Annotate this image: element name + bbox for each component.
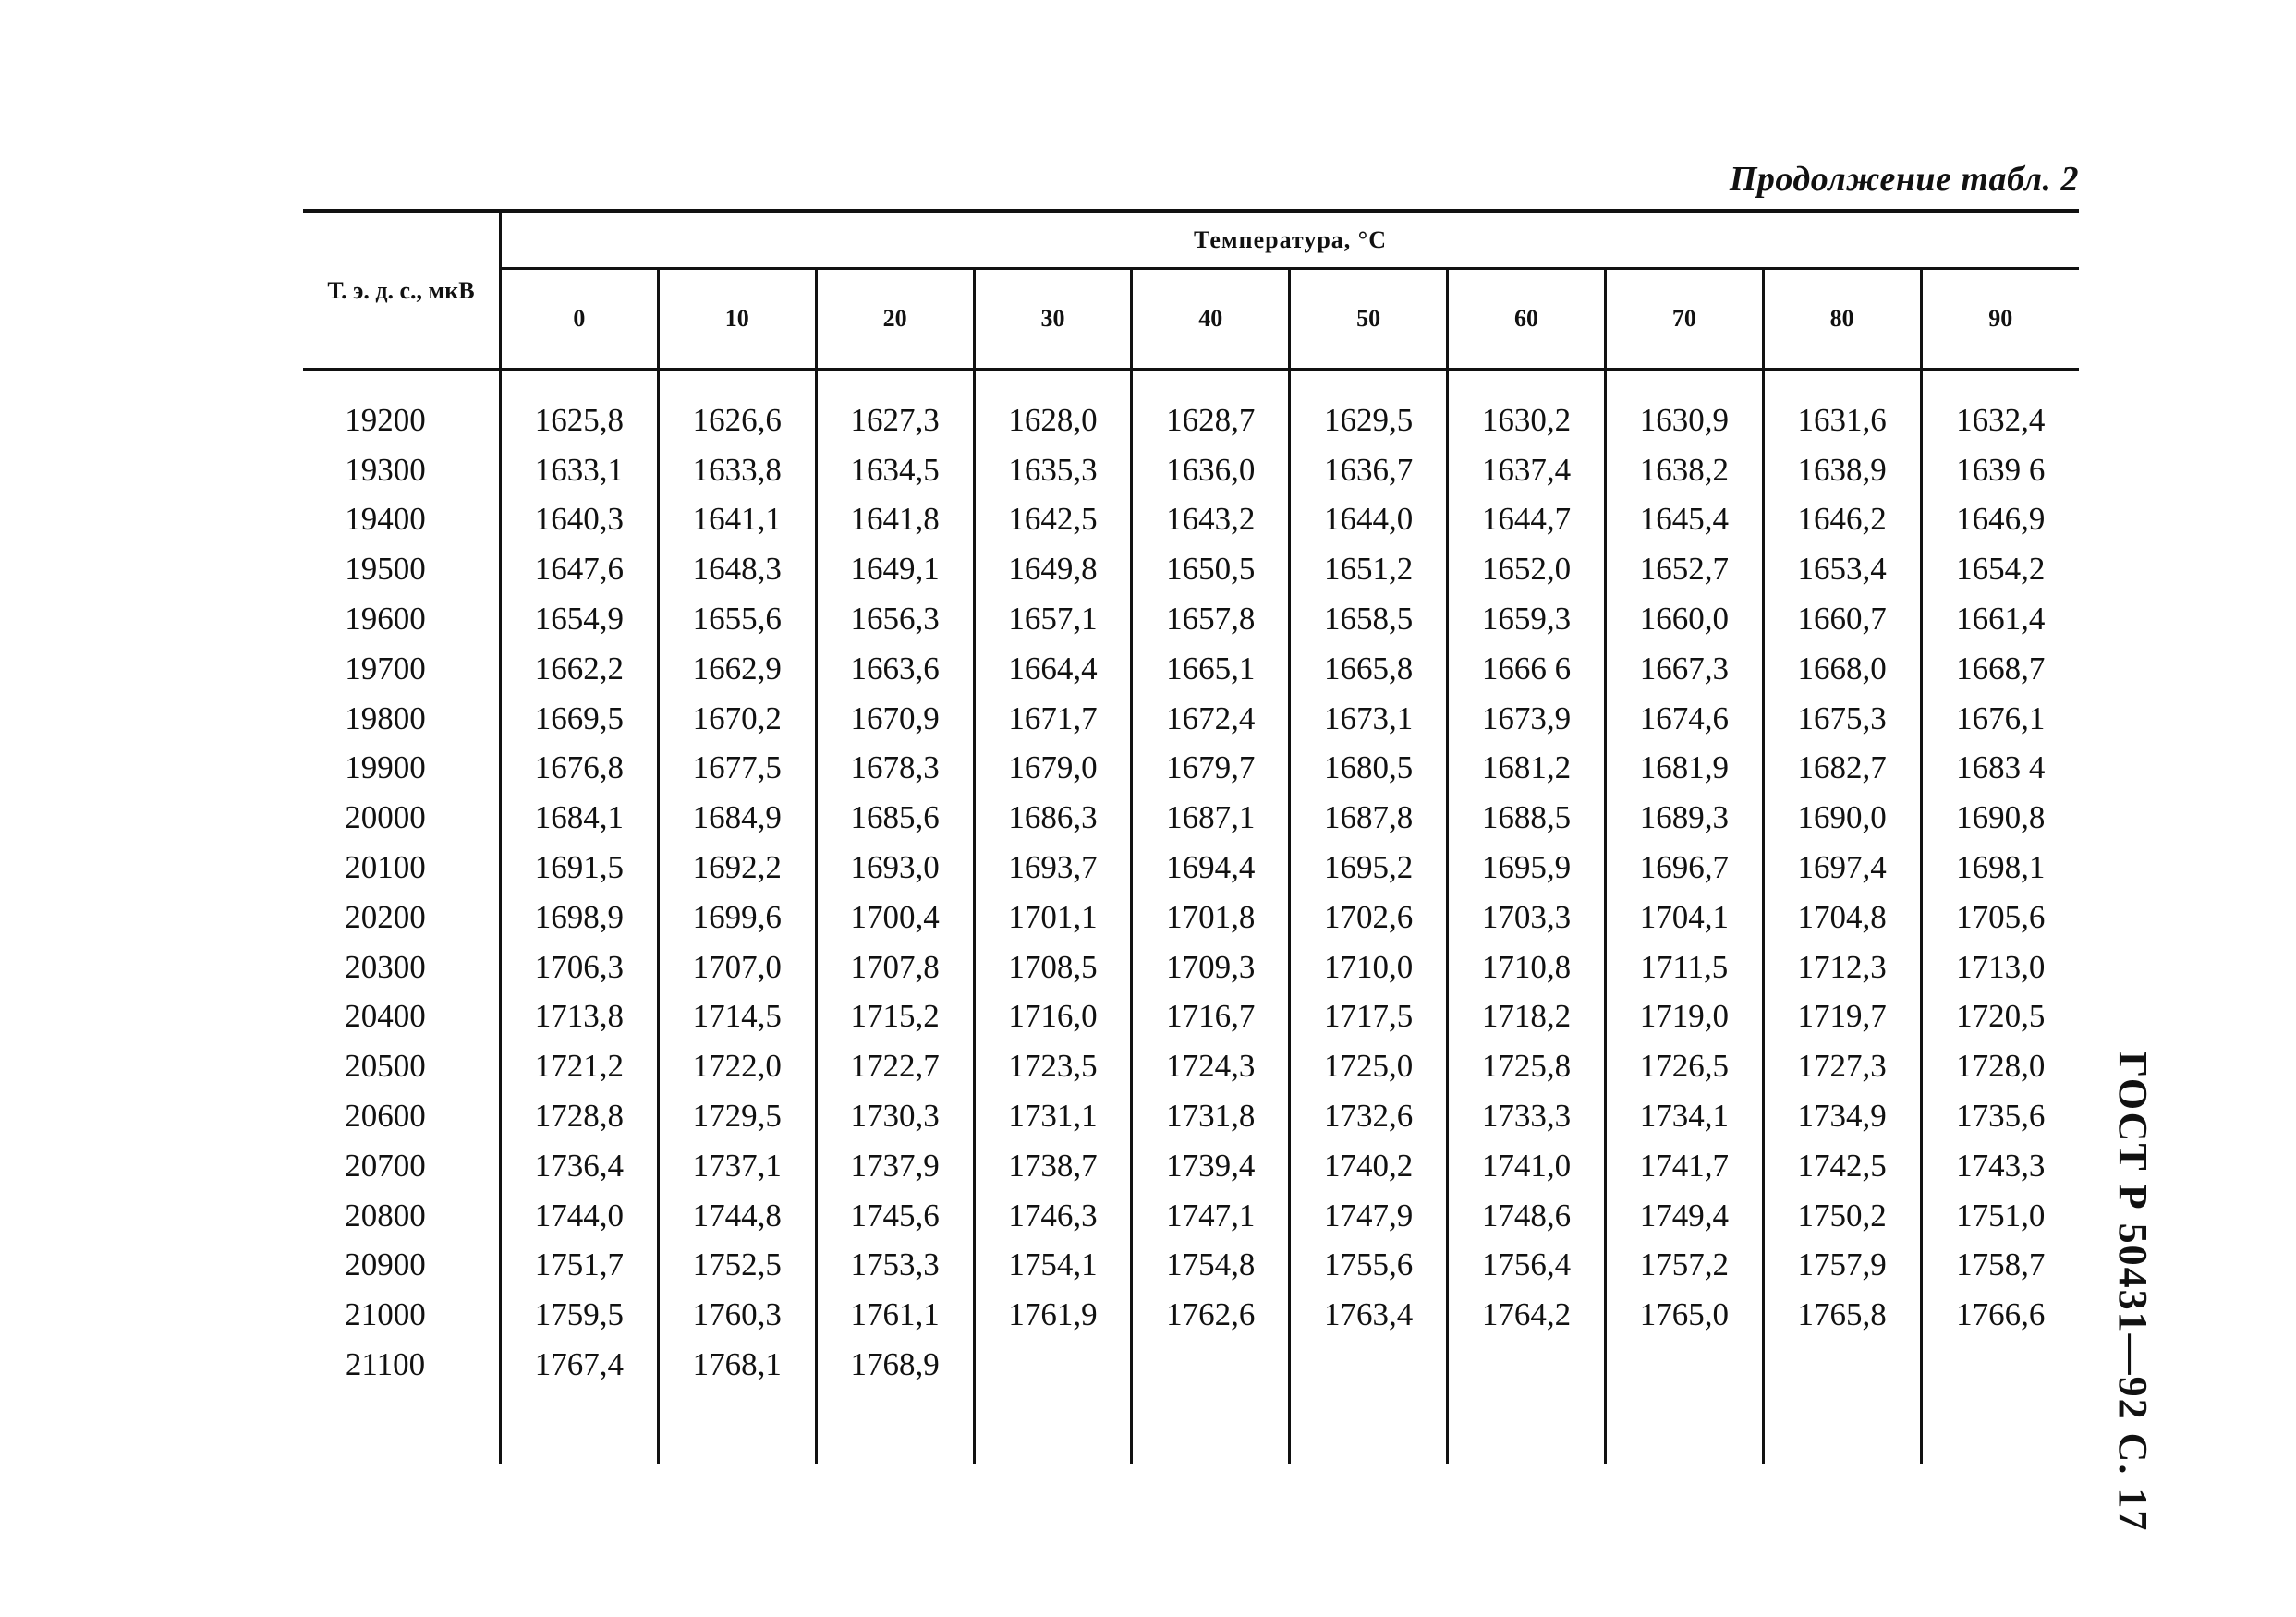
temperature-value: 1687,1 [1132,793,1290,843]
temperature-value: 1661,4 [1956,601,2046,638]
temperature-value: 1716,7 [1132,992,1290,1042]
temperature-value: 1634,5 [816,445,974,495]
temperature-value: 1648,3 [658,544,816,594]
temperature-value: 1668,7 [1956,650,2046,687]
emf-value: 19700 [303,644,501,694]
temperature-value: 1690,8 [1956,799,2046,836]
temperature-value: 1704,8 [1763,893,1921,942]
temperature-header: 90 [1921,269,2079,371]
temperature-value: 1641,8 [816,495,974,545]
temperature-value: 1761,1 [816,1290,974,1340]
temperature-value: 1696,7 [1605,843,1763,893]
temperature-value: 1747,1 [1132,1191,1290,1241]
temperature-value: 1684,1 [501,793,659,843]
temperature-value: 1763,4 [1290,1290,1448,1340]
temperature-header: 0 [501,269,659,371]
temperature-value: 1727,3 [1763,1041,1921,1091]
table-row [303,495,2079,545]
temperature-value: 1660,0 [1605,594,1763,644]
temperature-header: 40 [1132,269,1290,371]
temperature-value: 1647,6 [501,544,659,594]
table-row [303,1241,2079,1291]
temperature-value: 1641,1 [658,495,816,545]
temperature-value: 1689,3 [1605,793,1763,843]
temperature-value: 1665,1 [1132,644,1290,694]
temperature-value: 1721,2 [501,1041,659,1091]
temperature-value: 1751,0 [1956,1197,2046,1234]
temperature-value: 1653,4 [1763,544,1921,594]
temperature-value: 1646,9 [1956,501,2046,538]
emf-value: 19200 [303,395,501,445]
temperature-header: 10 [658,269,816,371]
temperature-value: 1757,9 [1763,1241,1921,1291]
temperature-value: 1737,1 [658,1141,816,1191]
temperature-value: 1749,4 [1605,1191,1763,1241]
emf-value: 19900 [303,744,501,794]
temperature-value: 1701,8 [1132,893,1290,942]
temperature-value: 1630,9 [1605,395,1763,445]
temperature-value: 1675,3 [1763,694,1921,744]
temperature-value: 1650,5 [1132,544,1290,594]
temperature-value: 1672,4 [1132,694,1290,744]
temperature-value: 1725,8 [1448,1041,1606,1091]
temperature-value: 1735,6 [1956,1098,2046,1135]
temperature-value: 1764,2 [1448,1290,1606,1340]
spacer-cell [1132,370,1290,395]
temperature-value: 1695,9 [1448,843,1606,893]
temperature-value: 1663,6 [816,644,974,694]
temperature-value: 1670,9 [816,694,974,744]
temperature-value: 1750,2 [1763,1191,1921,1241]
tail-cell [1448,1390,1606,1464]
temperature-value: 1693,0 [816,843,974,893]
temperature-value: 1714,5 [658,992,816,1042]
temperature-value: 1625,8 [501,395,659,445]
temperature-value: 1698,1 [1956,849,2046,886]
temperature-value: 1737,9 [816,1141,974,1191]
temperature-value: 1726,5 [1605,1041,1763,1091]
temperature-value: 1646,2 [1763,495,1921,545]
page-side-label: ГОСТ Р 50431—92 С. 17 [2110,1052,2156,1533]
temperature-value: 1724,3 [1132,1041,1290,1091]
temperature-value: 1670,2 [658,694,816,744]
temperature-value: 1652,0 [1448,544,1606,594]
temperature-value: 1665,8 [1290,644,1448,694]
temperature-value: 1723,5 [974,1041,1132,1091]
temperature-value: 1626,6 [658,395,816,445]
temperature-header: 60 [1448,269,1606,371]
temperature-value: 1713,8 [501,992,659,1042]
temperature-value: 1668,0 [1763,644,1921,694]
temperature-value: 1719,7 [1763,992,1921,1042]
temperature-value: 1649,1 [816,544,974,594]
temperature-value: 1630,2 [1448,395,1606,445]
temperature-value: 1698,9 [501,893,659,942]
temperature-value: 1656,3 [816,594,974,644]
temperature-value: 1702,6 [1290,893,1448,942]
temperature-value: 1627,3 [816,395,974,445]
table-row [303,1041,2079,1091]
temperature-value: 1741,7 [1605,1141,1763,1191]
temperature-value: 1664,4 [974,644,1132,694]
temperature-value: 1643,2 [1132,495,1290,545]
temperature-value: 1628,7 [1132,395,1290,445]
temperature-value: 1697,4 [1763,843,1921,893]
temperature-value: 1700,4 [816,893,974,942]
temperature-value: 1655,6 [658,594,816,644]
temperature-value: 1657,1 [974,594,1132,644]
temperature-value: 1701,1 [974,893,1132,942]
temperature-value: 1708,5 [974,942,1132,992]
temperature-value: 1711,5 [1605,942,1763,992]
temperature-value: 1677,5 [658,744,816,794]
temperature-value: 1743,3 [1956,1147,2046,1184]
temperature-value: 1631,6 [1763,395,1921,445]
tail-cell [1132,1390,1290,1464]
temperature-value: 1715,2 [816,992,974,1042]
temperature-value: 1652,7 [1605,544,1763,594]
tail-cell [816,1390,974,1464]
temperature-value: 1729,5 [658,1091,816,1141]
temperature-value: 1662,2 [501,644,659,694]
temperature-value: 1744,0 [501,1191,659,1241]
table-row [303,544,2079,594]
spacer-cell [303,370,501,395]
temperature-header: 50 [1290,269,1448,371]
table-row [303,445,2079,495]
emf-value: 20000 [303,793,501,843]
table-caption: Продолжение табл. 2 [1729,160,2079,199]
temperature-value: 1754,1 [974,1241,1132,1291]
table-row [303,843,2079,893]
temperature-value: 1628,0 [974,395,1132,445]
table-row [303,1141,2079,1191]
temperature-header: 70 [1605,269,1763,371]
temperature-value: 1662,9 [658,644,816,694]
temperature-value: 1760,3 [658,1290,816,1340]
temperature-value: 1693,7 [974,843,1132,893]
table-row [303,644,2079,694]
temperature-value: 1676,1 [1956,699,2046,736]
temperature-value: 1734,1 [1605,1091,1763,1141]
temperature-value: 1649,8 [974,544,1132,594]
temperature-value: 1682,7 [1763,744,1921,794]
spacer-cell [816,370,974,395]
temperature-value: 1703,3 [1448,893,1606,942]
temperature-value: 1713,0 [1956,948,2046,985]
tail-cell [1921,1390,2079,1464]
temperature-value: 1707,0 [658,942,816,992]
temperature-value: 1741,0 [1448,1141,1606,1191]
temperature-value: 1654,9 [501,594,659,644]
tail-cell [658,1390,816,1464]
temperature-value: 1722,7 [816,1041,974,1091]
table-row [303,1290,2079,1340]
temperature-header: 30 [974,269,1132,371]
temperature-value: 1762,6 [1132,1290,1290,1340]
emf-value: 19800 [303,694,501,744]
temperature-value: 1756,4 [1448,1241,1606,1291]
temperature-value: 1712,3 [1763,942,1921,992]
tail-cell [501,1390,659,1464]
emf-value: 20500 [303,1041,501,1091]
temperature-value: 1644,7 [1448,495,1606,545]
temperature-value: 1680,5 [1290,744,1448,794]
temperature-value: 1633,8 [658,445,816,495]
temperature-header: 20 [816,269,974,371]
temperature-value: 1651,2 [1290,544,1448,594]
temperature-value: 1707,8 [816,942,974,992]
temperature-value: 1759,5 [501,1290,659,1340]
temperature-value: 1745,6 [816,1191,974,1241]
table-row [303,942,2079,992]
emf-value: 19600 [303,594,501,644]
temperature-value: 1751,7 [501,1241,659,1291]
temperature-value: 1716,0 [974,992,1132,1042]
temperature-value: 1746,3 [974,1191,1132,1241]
temperature-value: 1747,9 [1290,1191,1448,1241]
temperature-value: 1706,3 [501,942,659,992]
temperature-value: 1658,5 [1290,594,1448,644]
temperature-value: 1765,8 [1763,1290,1921,1340]
temperature-value: 1710,0 [1290,942,1448,992]
temperature-value: 1748,6 [1448,1191,1606,1241]
temperature-value: 1765,0 [1605,1290,1763,1340]
emf-value: 20300 [303,942,501,992]
emf-value: 20700 [303,1141,501,1191]
temperature-value [1448,1340,1606,1390]
temperature-value: 1679,7 [1132,744,1290,794]
temperature-value: 1728,8 [501,1091,659,1141]
temperature-value: 1635,3 [974,445,1132,495]
temperature-value: 1740,2 [1290,1141,1448,1191]
temperature-value: 1639 6 [1956,451,2046,488]
spacer-cell [1921,370,2079,395]
emf-value: 20400 [303,992,501,1042]
temperature-value: 1736,4 [501,1141,659,1191]
temperature-value: 1744,8 [658,1191,816,1241]
temperature-value: 1717,5 [1290,992,1448,1042]
table-row [303,1091,2079,1141]
spacer-cell [1605,370,1763,395]
temperature-value: 1673,1 [1290,694,1448,744]
temperature-value [1290,1340,1448,1390]
tail-cell [1763,1390,1921,1464]
temperature-value: 1704,1 [1605,893,1763,942]
temperature-value: 1637,4 [1448,445,1606,495]
temperature-value: 1638,9 [1763,445,1921,495]
temperature-value: 1636,7 [1290,445,1448,495]
temperature-value: 1684,9 [658,793,816,843]
emf-value: 21100 [303,1340,501,1390]
temperature-value: 1632,4 [1956,401,2046,438]
spacer-cell [1448,370,1606,395]
spacer-cell [1763,370,1921,395]
temperature-value: 1674,6 [1605,694,1763,744]
temperature-value: 1685,6 [816,793,974,843]
temperature-value: 1666 6 [1448,644,1606,694]
temperature-value [1132,1340,1290,1390]
table-row [303,1340,2079,1390]
temperature-header: 80 [1763,269,1921,371]
table-row [303,594,2079,644]
temperature-value: 1640,3 [501,495,659,545]
tail-cell [1290,1390,1448,1464]
temperature-value: 1733,3 [1448,1091,1606,1141]
temperature-value: 1722,0 [658,1041,816,1091]
temperature-value: 1761,9 [974,1290,1132,1340]
temperature-value: 1768,9 [816,1340,974,1390]
temperature-value: 1734,9 [1763,1091,1921,1141]
temperature-value: 1768,1 [658,1340,816,1390]
tail-cell [303,1390,501,1464]
emf-value: 19400 [303,495,501,545]
temperature-value: 1692,2 [658,843,816,893]
temperature-value: 1754,8 [1132,1241,1290,1291]
spacer-cell [1290,370,1448,395]
temperature-value: 1669,5 [501,694,659,744]
temperature-value: 1671,7 [974,694,1132,744]
temperature-value: 1679,0 [974,744,1132,794]
temperature-value: 1660,7 [1763,594,1921,644]
emf-value: 20800 [303,1191,501,1241]
emf-temperature-table [303,209,2079,1464]
temperature-value: 1710,8 [1448,942,1606,992]
emf-value: 20600 [303,1091,501,1141]
temperature-value: 1766,6 [1956,1296,2046,1333]
spacer-cell [658,370,816,395]
temperature-value: 1683 4 [1956,749,2046,786]
spacer-cell [501,370,659,395]
table-row [303,1191,2079,1241]
emf-value: 19300 [303,445,501,495]
temperature-value: 1644,0 [1290,495,1448,545]
temperature-value [974,1340,1132,1390]
table-row [303,992,2079,1042]
temperature-value: 1728,0 [1956,1048,2046,1085]
temperature-value: 1767,4 [501,1340,659,1390]
temperature-value: 1732,6 [1290,1091,1448,1141]
temperature-value: 1742,5 [1763,1141,1921,1191]
temperature-value: 1633,1 [501,445,659,495]
temperature-value: 1719,0 [1605,992,1763,1042]
table-row [303,793,2079,843]
tail-cell [1605,1390,1763,1464]
temperature-value: 1667,3 [1605,644,1763,694]
temperature-value: 1731,8 [1132,1091,1290,1141]
table-body [303,370,2079,1464]
temperature-value: 1699,6 [658,893,816,942]
temperature-value: 1725,0 [1290,1041,1448,1091]
table-row [303,395,2079,445]
temperature-value: 1657,8 [1132,594,1290,644]
temperature-value: 1705,6 [1956,898,2046,935]
temperature-value: 1654,2 [1956,551,2046,588]
temperature-value: 1753,3 [816,1241,974,1291]
temperature-value: 1681,2 [1448,744,1606,794]
temperature-value: 1739,4 [1132,1141,1290,1191]
temperature-value: 1758,7 [1956,1246,2046,1283]
temperature-value: 1678,3 [816,744,974,794]
temperature-group-header: Температура, °С [501,212,2080,269]
temperature-value: 1752,5 [658,1241,816,1291]
temperature-value: 1738,7 [974,1141,1132,1191]
temperature-value: 1676,8 [501,744,659,794]
temperature-value [1921,1340,2079,1390]
temperature-value: 1687,8 [1290,793,1448,843]
emf-value: 20100 [303,843,501,893]
emf-column-header: Т. э. д. с., мкВ [303,212,501,371]
temperature-value: 1730,3 [816,1091,974,1141]
temperature-value: 1673,9 [1448,694,1606,744]
temperature-value: 1638,2 [1605,445,1763,495]
temperature-value: 1720,5 [1956,998,2046,1035]
emf-value: 21000 [303,1290,501,1340]
emf-value: 20900 [303,1241,501,1291]
temperature-value: 1629,5 [1290,395,1448,445]
temperature-value: 1755,6 [1290,1241,1448,1291]
temperature-value: 1691,5 [501,843,659,893]
temperature-value: 1690,0 [1763,793,1921,843]
temperature-value: 1688,5 [1448,793,1606,843]
temperature-value: 1694,4 [1132,843,1290,893]
spacer-cell [974,370,1132,395]
table-row [303,893,2079,942]
tail-cell [974,1390,1132,1464]
temperature-value: 1709,3 [1132,942,1290,992]
temperature-value: 1636,0 [1132,445,1290,495]
temperature-value: 1681,9 [1605,744,1763,794]
table-row [303,694,2079,744]
emf-value: 19500 [303,544,501,594]
temperature-value [1605,1340,1763,1390]
table-row [303,744,2079,794]
temperature-value: 1659,3 [1448,594,1606,644]
emf-value: 20200 [303,893,501,942]
temperature-value: 1718,2 [1448,992,1606,1042]
temperature-value: 1645,4 [1605,495,1763,545]
temperature-value: 1642,5 [974,495,1132,545]
temperature-value: 1695,2 [1290,843,1448,893]
temperature-value [1763,1340,1921,1390]
temperature-value: 1686,3 [974,793,1132,843]
temperature-value: 1731,1 [974,1091,1132,1141]
temperature-value: 1757,2 [1605,1241,1763,1291]
